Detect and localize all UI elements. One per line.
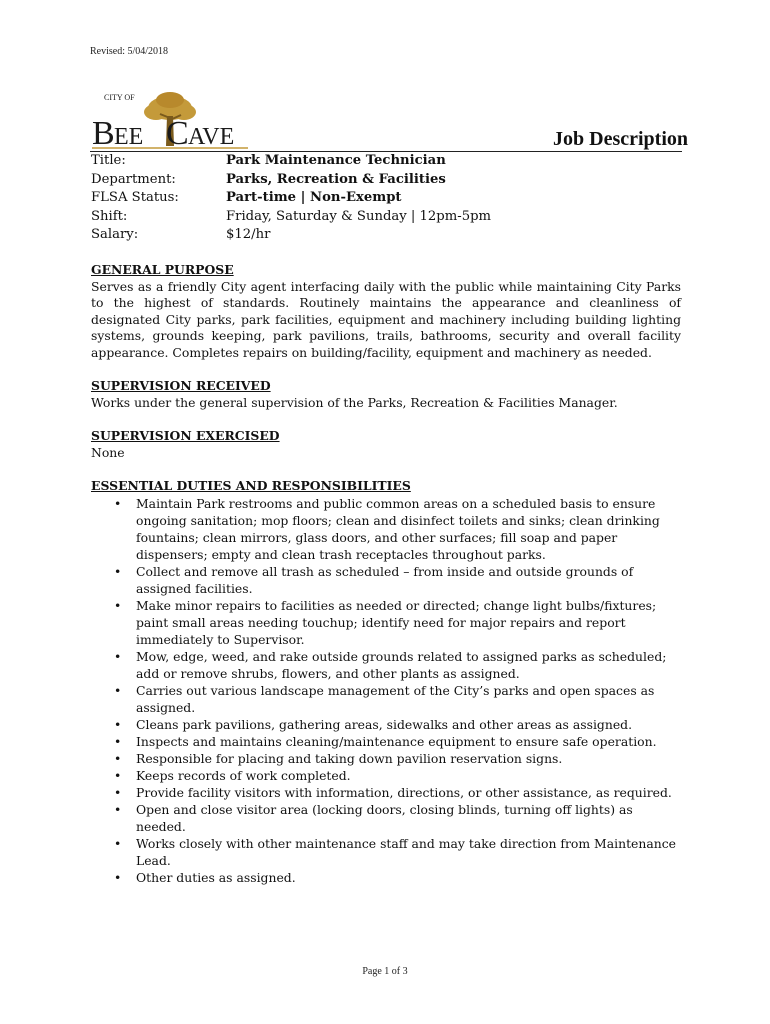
duty-text: Maintain Park restrooms and public common areas on a scheduled basis to ensure ongoing sanitation; mop floors; clean and disinfect toilets and sinks; clean drinking fountains; clean mirrors, glass doors, and other surfaces; fill soap and paper dispensers; empty and clean trash receptacles throughout parks. <box>136 495 660 562</box>
info-value: Park Maintenance Technician <box>226 153 446 168</box>
bullet-icon: • <box>114 767 122 783</box>
duty-text: Cleans park pavilions, gathering areas, sidewalks and other areas as assigned. <box>136 716 633 732</box>
duty-text: Other duties as assigned. <box>136 869 296 885</box>
bullet-icon: • <box>114 563 122 579</box>
supervision-exercised-heading: SUPERVISION EXERCISED <box>91 428 280 443</box>
page-number: Page 1 of 3 <box>362 966 408 977</box>
duties-section <box>91 478 681 886</box>
duty-item <box>91 801 681 835</box>
duty-item <box>91 733 681 750</box>
duty-item <box>91 648 681 682</box>
supervision-received-heading: SUPERVISION RECEIVED <box>91 378 271 393</box>
duty-item <box>91 835 681 869</box>
info-value: Friday, Saturday & Sunday | 12pm-5pm <box>226 208 492 224</box>
info-value: Parks, Recreation & Facilities <box>226 171 446 187</box>
general-purpose-heading: GENERAL PURPOSE <box>91 262 234 277</box>
bullet-icon: • <box>114 869 122 885</box>
general-purpose-text: Serves as a friendly City agent interfacing daily with the public while maintaining City Parks to the highest of standards. Routinely maintains the appearance and cleanliness of designated City parks, park facilities, equipment and machinery including building lighting systems, grounds keeping, park pavilions, trails, bathrooms, security and overall facility appearance. Completes repairs on building/facility, equipment and machinery as needed. <box>91 278 681 360</box>
supervision-received-section <box>91 378 681 411</box>
duty-text: Responsible for placing and taking down pavilion reservation signs. <box>136 750 563 766</box>
duty-item <box>91 869 681 886</box>
duty-text: Inspects and maintains cleaning/maintenance equipment to ensure safe operation. <box>136 733 657 749</box>
duty-text: Mow, edge, weed, and rake outside grounds related to assigned parks as scheduled; add or remove shrubs, flowers, and other plants as assigned. <box>136 648 667 681</box>
logo-letters-ee: EE <box>114 124 144 150</box>
duty-item <box>91 563 681 597</box>
document-title: Job Description <box>553 128 688 150</box>
duty-item <box>91 750 681 767</box>
duty-text: Open and close visitor area (locking doors, closing blinds, turning off lights) as needed. <box>136 801 633 834</box>
info-label: Shift: <box>91 208 128 224</box>
supervision-exercised-section <box>91 428 681 461</box>
bullet-icon: • <box>114 733 122 749</box>
bullet-icon: • <box>114 495 122 511</box>
duty-text: Carries out various landscape management of the City’s parks and open spaces as assigned. <box>136 682 655 715</box>
info-label: Salary: <box>91 227 139 242</box>
info-label: FLSA Status: <box>91 190 179 205</box>
duty-text: Collect and remove all trash as scheduled – from inside and outside grounds of assigned facilities. <box>136 563 634 596</box>
logo-letter-b: B <box>92 115 115 150</box>
bullet-icon: • <box>114 682 122 698</box>
bullet-icon: • <box>114 784 122 800</box>
info-row <box>91 226 491 245</box>
supervision-received-text: Works under the general supervision of the Parks, Recreation & Facilities Manager. <box>91 394 618 410</box>
duty-item <box>91 784 681 801</box>
info-row <box>91 171 491 190</box>
logo-letter-c: C <box>166 115 189 150</box>
duty-item <box>91 767 681 784</box>
info-value: Part-time | Non-Exempt <box>226 190 402 205</box>
bullet-icon: • <box>114 648 122 664</box>
supervision-exercised-text: None <box>91 444 125 460</box>
bullet-icon: • <box>114 801 122 817</box>
duty-item <box>91 597 681 648</box>
logo-city-of: CITY OF <box>104 93 135 102</box>
bullet-icon: • <box>114 597 122 613</box>
city-logo <box>90 88 250 150</box>
duty-item <box>91 682 681 716</box>
duty-text: Make minor repairs to facilities as needed or directed; change light bulbs/fixtures; paint small areas needing touchup; identify need for major repairs and report immediately to Supervisor. <box>136 597 657 647</box>
revised-date: Revised: 5/04/2018 <box>90 46 169 57</box>
duty-item <box>91 716 681 733</box>
duty-text: Provide facility visitors with information, directions, or other assistance, as required. <box>136 784 672 800</box>
bullet-icon: • <box>114 716 122 732</box>
general-purpose-section <box>91 262 681 361</box>
duty-text: Works closely with other maintenance staff and may take direction from Maintenance Lead. <box>136 835 677 868</box>
info-label: Title: <box>91 153 126 168</box>
duties-heading: ESSENTIAL DUTIES AND RESPONSIBILITIES <box>91 478 411 493</box>
info-value: $12/hr <box>226 227 271 242</box>
bullet-icon: • <box>114 750 122 766</box>
job-info-table <box>91 152 491 245</box>
duties-list <box>91 495 681 886</box>
duty-item <box>91 495 681 563</box>
duty-text: Keeps records of work completed. <box>136 767 351 783</box>
info-row <box>91 152 491 171</box>
info-label: Department: <box>91 171 176 187</box>
bullet-icon: • <box>114 835 122 851</box>
info-row <box>91 189 491 208</box>
info-row <box>91 208 491 227</box>
logo-letters-ave: AVE <box>188 124 235 150</box>
